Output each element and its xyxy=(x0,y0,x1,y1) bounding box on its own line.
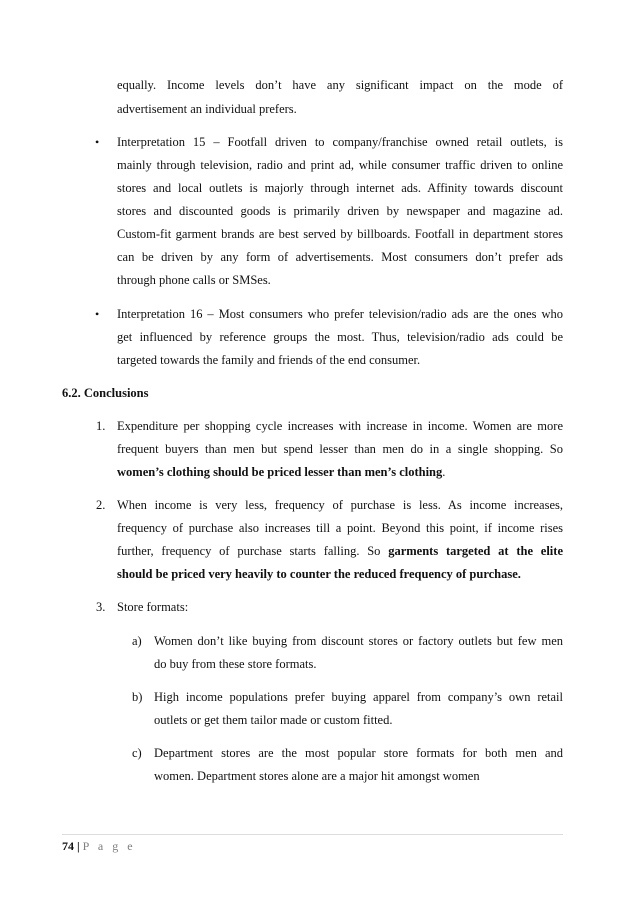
bullet-line: targeted towards the family and friends of the end consumer. xyxy=(117,353,421,367)
list-line: frequent buyers than men but spend lesser than men do in a single shopping. So xyxy=(117,442,563,456)
sublist-line: Women don’t like buying from discount stores or factory outlets but few men xyxy=(154,634,563,648)
paragraph-line: equally. Income levels don’t have any significant impact on the mode of xyxy=(117,78,563,92)
list-label: Store formats: xyxy=(117,600,189,614)
bold-text: women’s clothing should be priced lesser than men’s clothing xyxy=(117,465,443,479)
sublist-letter: a) xyxy=(132,634,142,648)
page-footer xyxy=(62,838,136,854)
bullet-line: through phone calls or SMSes. xyxy=(117,273,271,287)
paragraph-line: advertisement an individual prefers. xyxy=(117,102,297,116)
sublist-line: Department stores are the most popular store formats for both men and xyxy=(154,746,563,760)
sublist-line: do buy from these store formats. xyxy=(154,657,317,671)
bold-text: garments targeted at the elite xyxy=(388,544,563,558)
text: . xyxy=(442,465,446,479)
bullet-line: Interpretation 16 – Most consumers who prefer television/radio ads are the ones who xyxy=(117,307,563,321)
section-heading: 6.2. Conclusions xyxy=(62,386,149,400)
list-line xyxy=(117,464,563,480)
list-line: frequency of purchase also increases till a point. Beyond this point, if income rises xyxy=(117,521,563,535)
bullet-line: stores and discounted goods is primarily driven by newspaper and magazine ad. xyxy=(117,204,563,218)
bullet-line: stores and local outlets is majorly through internet ads. Affinity towards discount xyxy=(117,181,563,195)
list-line: should be priced very heavily to counter the reduced frequency of purchase. xyxy=(117,567,521,581)
bullet-icon: • xyxy=(95,135,100,149)
list-number: 1. xyxy=(96,419,106,433)
list-line xyxy=(117,543,563,559)
text: further, frequency of purchase starts falling. So xyxy=(117,544,389,558)
sublist-letter: b) xyxy=(132,690,143,704)
bullet-line: get influenced by reference groups the most. Thus, television/radio ads could be xyxy=(117,330,563,344)
sublist-line: High income populations prefer buying apparel from company’s own retail xyxy=(154,690,563,704)
list-number: 2. xyxy=(96,498,106,512)
list-number: 3. xyxy=(96,600,106,614)
bullet-line: can be driven by any form of advertisements. Most consumers don’t prefer ads xyxy=(117,250,563,264)
footer-divider xyxy=(62,834,563,835)
bullet-icon: • xyxy=(95,307,100,321)
sublist-line: outlets or get them tailor made or custom fitted. xyxy=(154,713,393,727)
list-line: Expenditure per shopping cycle increases with increase in income. Women are more xyxy=(117,419,563,433)
bullet-line: mainly through television, radio and print ad, while consumer traffic driven to online xyxy=(117,158,563,172)
page-number: 74 xyxy=(62,839,74,853)
list-line: When income is very less, frequency of purchase is less. As income increases, xyxy=(117,498,563,512)
footer-separator: | xyxy=(74,839,83,853)
bullet-line: Custom-fit garment brands are best served by billboards. Footfall in department stores xyxy=(117,227,563,241)
sublist-letter: c) xyxy=(132,746,142,760)
sublist-line: women. Department stores alone are a major hit amongst women xyxy=(154,769,480,783)
page-label: P a g e xyxy=(82,839,136,853)
bullet-line: Interpretation 15 – Footfall driven to company/franchise owned retail outlets, is xyxy=(117,135,563,149)
